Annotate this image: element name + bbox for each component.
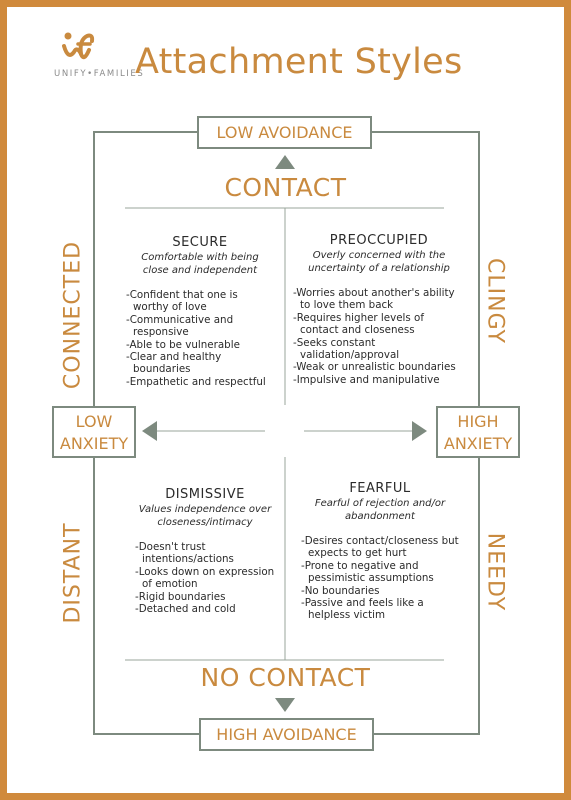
trait-item: -No boundaries (301, 584, 380, 597)
label-high-anxiety-line1: HIGH (457, 412, 499, 431)
quadrant-dismissive (125, 487, 285, 615)
quadrant-subtitle: Comfortable with being close and independent (141, 252, 259, 276)
band-contact: CONTACT (224, 173, 347, 202)
trait-item: -Impulsive and manipulative (293, 373, 440, 386)
poster (7, 7, 564, 793)
trait-item: -Clear and healthy boundaries (126, 351, 222, 376)
trait-list (293, 287, 465, 386)
trait-list (301, 535, 459, 622)
band-no-contact: NO CONTACT (200, 663, 371, 692)
arrow-up-icon (275, 155, 295, 169)
trait-item: -Desires contact/closeness but expects to get hurt (301, 535, 459, 560)
arrow-right-icon (412, 421, 427, 441)
trait-item: -Communicative and responsive (126, 313, 234, 339)
trait-item: -Empathetic and respectful (126, 375, 266, 388)
side-label-distant: DISTANT (60, 522, 86, 624)
quadrant-fearful (301, 481, 459, 622)
trait-list (135, 541, 285, 615)
quadrant-title: SECURE (172, 235, 228, 250)
quadrant-subtitle: Values independence over closeness/intimacy (138, 504, 272, 528)
label-high-anxiety (436, 406, 520, 458)
trait-list (126, 289, 275, 388)
trait-item: -Prone to negative and pessimistic assumptions (301, 559, 434, 585)
quadrant-title: PREOCCUPIED (329, 233, 429, 248)
logo-icon (59, 30, 99, 70)
arrow-down-icon (275, 698, 295, 712)
trait-item: -Doesn't trust intentions/actions (135, 541, 234, 566)
trait-item: -Rigid boundaries (135, 590, 226, 603)
quadrant-subtitle: Overly concerned with the uncertainty of a relationship (308, 250, 450, 274)
arrow-left-icon (142, 421, 157, 441)
side-label-needy: NEEDY (482, 532, 508, 612)
trait-item: -Seeks constant validation/approval (293, 336, 400, 362)
label-low-anxiety-line2: ANXIETY (59, 434, 129, 453)
quadrant-title: FEARFUL (349, 481, 411, 496)
trait-item: -Able to be vulnerable (126, 338, 240, 351)
trait-item: -Weak or unrealistic boundaries (293, 361, 456, 374)
side-label-clingy: CLINGY (482, 258, 508, 344)
trait-item: -Confident that one is worthy of love (126, 289, 238, 314)
quadrant-preoccupied (293, 233, 465, 386)
label-high-anxiety-line2: ANXIETY (443, 434, 513, 453)
label-low-anxiety-line1: LOW (75, 412, 113, 431)
label-high-avoidance: HIGH AVOIDANCE (199, 718, 374, 751)
trait-item: -Looks down on expression of emotion (135, 565, 275, 591)
quadrant-subtitle: Fearful of rejection and/or abandonment (314, 498, 446, 522)
page-title: Attachment Styles (135, 42, 463, 82)
label-low-avoidance: LOW AVOIDANCE (197, 116, 372, 149)
trait-item: -Detached and cold (135, 603, 236, 616)
trait-item: -Worries about another's ability to love them back (293, 287, 455, 312)
label-low-anxiety (52, 406, 136, 458)
trait-item: -Passive and feels like a helpless victim (301, 597, 424, 622)
quadrant-secure (125, 235, 275, 388)
side-label-connected: CONNECTED (60, 240, 86, 390)
trait-item: -Requires higher levels of contact and closeness (293, 311, 424, 337)
quadrant-title: DISMISSIVE (165, 487, 245, 502)
brand-name: UNIFY•FAMILIES (54, 69, 145, 79)
